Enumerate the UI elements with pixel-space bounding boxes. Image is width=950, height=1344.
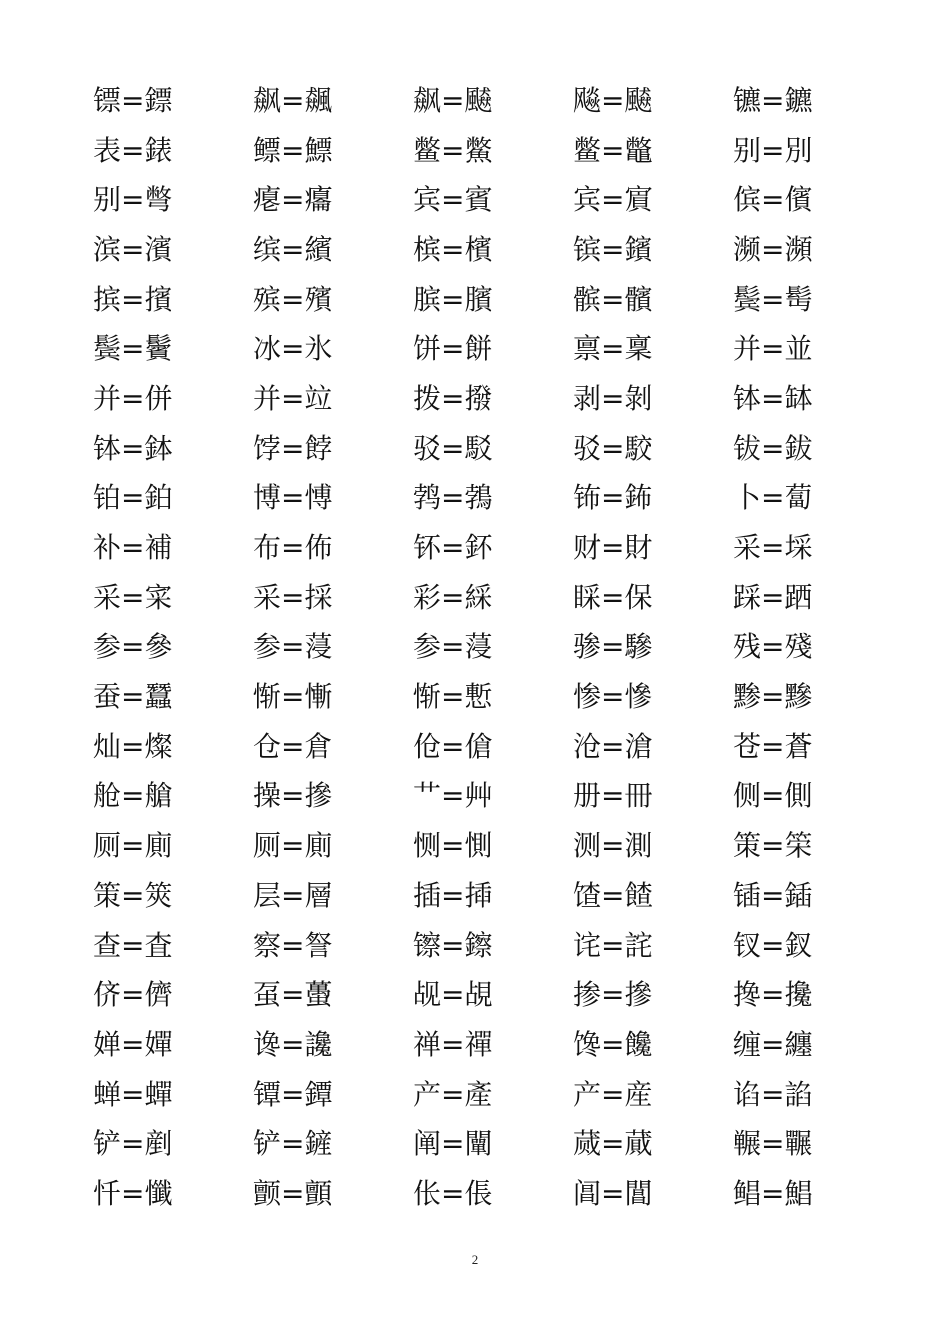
- character-pair: 采=寀: [93, 580, 173, 614]
- character-pair: 并=竝: [253, 381, 333, 415]
- character-pair: 锸=鍤: [733, 878, 813, 912]
- character-pair: 缤=繽: [253, 232, 333, 266]
- character-pair: 蒇=蕆: [573, 1127, 653, 1161]
- table-row: [93, 623, 893, 673]
- character-pair: 滨=濱: [93, 232, 173, 266]
- character-pair: 飙=飆: [253, 83, 333, 117]
- character-pair: 布=佈: [253, 531, 333, 565]
- character-table: [93, 76, 893, 1219]
- character-pair: 濒=瀕: [733, 232, 813, 266]
- character-pair: 恻=惻: [413, 829, 493, 863]
- character-pair: 产=產: [413, 1077, 493, 1111]
- character-pair: 补=補: [93, 531, 173, 565]
- character-pair: 槟=檳: [413, 232, 493, 266]
- character-pair: 鹁=鵓: [413, 481, 493, 515]
- character-pair: 参=蓡: [253, 630, 333, 664]
- character-pair: 钗=釵: [733, 928, 813, 962]
- table-row: [93, 324, 893, 374]
- character-pair: 铂=鉑: [93, 481, 173, 515]
- character-pair: 阐=闡: [413, 1127, 493, 1161]
- character-pair: 谄=諂: [733, 1077, 813, 1111]
- table-row: [93, 523, 893, 573]
- character-pair: 彩=綵: [413, 580, 493, 614]
- character-pair: 惭=慚: [253, 680, 333, 714]
- character-pair: 馋=饞: [573, 1027, 653, 1061]
- character-pair: 钹=鈸: [733, 431, 813, 465]
- character-pair: 颤=顫: [253, 1176, 333, 1210]
- character-pair: 饽=餑: [253, 431, 333, 465]
- character-pair: 飙=飇: [413, 83, 493, 117]
- character-pair: 博=愽: [253, 481, 333, 515]
- character-pair: 钵=缽: [733, 381, 813, 415]
- character-pair: 表=錶: [93, 133, 173, 167]
- table-row: [93, 225, 893, 275]
- character-pair: 艹=艸: [413, 779, 493, 813]
- character-pair: 踩=跴: [733, 580, 813, 614]
- character-pair: 禀=稟: [573, 332, 653, 366]
- character-pair: 别=彆: [93, 183, 173, 217]
- character-pair: 参=蓡: [413, 630, 493, 664]
- character-pair: 厕=廁: [253, 829, 333, 863]
- table-row: [93, 1020, 893, 1070]
- character-pair: 财=財: [573, 531, 653, 565]
- character-pair: 并=併: [93, 381, 173, 415]
- table-row: [93, 175, 893, 225]
- character-pair: 插=揷: [413, 878, 493, 912]
- character-pair: 钵=鉢: [93, 431, 173, 465]
- character-pair: 钚=鈈: [413, 531, 493, 565]
- table-row: [93, 921, 893, 971]
- character-pair: 产=産: [573, 1077, 653, 1111]
- character-pair: 并=並: [733, 332, 813, 366]
- character-pair: 察=詧: [253, 928, 333, 962]
- character-pair: 禅=禪: [413, 1027, 493, 1061]
- character-pair: 黪=黲: [733, 680, 813, 714]
- character-pair: 查=査: [93, 928, 173, 962]
- character-pair: 傧=儐: [733, 183, 813, 217]
- character-pair: 镳=鑣: [733, 83, 813, 117]
- character-pair: 鳖=鱉: [413, 133, 493, 167]
- character-pair: 惭=慙: [413, 680, 493, 714]
- character-pair: 鲳=鯧: [733, 1176, 813, 1210]
- character-pair: 膑=臏: [413, 282, 493, 316]
- character-pair: 觇=覘: [413, 978, 493, 1012]
- character-pair: 镔=鑌: [573, 232, 653, 266]
- character-pair: 摈=擯: [93, 282, 173, 316]
- character-pair: 阊=閶: [573, 1176, 653, 1210]
- character-pair: 搀=攙: [733, 978, 813, 1012]
- table-row: [93, 1169, 893, 1219]
- character-pair: 伥=倀: [413, 1176, 493, 1210]
- character-pair: 缠=纏: [733, 1027, 813, 1061]
- character-pair: 舱=艙: [93, 779, 173, 813]
- character-pair: 采=埰: [733, 531, 813, 565]
- table-row: [93, 76, 893, 126]
- character-pair: 殡=殯: [253, 282, 333, 316]
- character-pair: 仓=倉: [253, 729, 333, 763]
- character-pair: 残=殘: [733, 630, 813, 664]
- character-pair: 惨=慘: [573, 680, 653, 714]
- character-pair: 鳔=鰾: [253, 133, 333, 167]
- character-pair: 策=筴: [93, 878, 173, 912]
- character-pair: 苍=蒼: [733, 729, 813, 763]
- character-pair: 侧=側: [733, 779, 813, 813]
- character-pair: 冁=囅: [733, 1127, 813, 1161]
- character-pair: 饼=餅: [413, 332, 493, 366]
- character-pair: 别=別: [733, 133, 813, 167]
- character-pair: 婵=嬋: [93, 1027, 173, 1061]
- page-number: 2: [471, 1252, 479, 1267]
- character-pair: 测=測: [573, 829, 653, 863]
- character-pair: 瘪=癟: [253, 183, 333, 217]
- table-row: [93, 722, 893, 772]
- table-row: [93, 573, 893, 623]
- character-pair: 馇=餷: [573, 878, 653, 912]
- character-pair: 忏=懺: [93, 1176, 173, 1210]
- character-pair: 飚=飇: [573, 83, 653, 117]
- character-pair: 卜=蔔: [733, 481, 813, 515]
- table-row: [93, 1070, 893, 1120]
- character-pair: 诧=詫: [573, 928, 653, 962]
- table-row: [93, 672, 893, 722]
- character-pair: 铲=剷: [93, 1127, 173, 1161]
- character-pair: 采=採: [253, 580, 333, 614]
- character-pair: 镡=鐔: [253, 1077, 333, 1111]
- character-pair: 操=摻: [253, 779, 333, 813]
- table-row: [93, 871, 893, 921]
- character-pair: 拨=撥: [413, 381, 493, 415]
- table-row: [93, 772, 893, 822]
- table-row: [93, 424, 893, 474]
- character-pair: 冰=氷: [253, 332, 333, 366]
- character-pair: 伧=傖: [413, 729, 493, 763]
- character-pair: 蝉=蟬: [93, 1077, 173, 1111]
- character-pair: 睬=保: [573, 580, 653, 614]
- character-pair: 鳖=鼈: [573, 133, 653, 167]
- character-pair: 蚕=蠶: [93, 680, 173, 714]
- table-row: [93, 374, 893, 424]
- table-row: [93, 474, 893, 524]
- character-pair: 钸=鈽: [573, 481, 653, 515]
- character-pair: 参=參: [93, 630, 173, 664]
- character-pair: 驳=駁: [413, 431, 493, 465]
- character-pair: 灿=燦: [93, 729, 173, 763]
- character-pair: 掺=摻: [573, 978, 653, 1012]
- character-pair: 层=層: [253, 878, 333, 912]
- character-pair: 镲=鑔: [413, 928, 493, 962]
- character-pair: 宾=賔: [573, 183, 653, 217]
- character-pair: 骖=驂: [573, 630, 653, 664]
- character-pair: 铲=鏟: [253, 1127, 333, 1161]
- character-pair: 髌=髕: [573, 282, 653, 316]
- character-pair: 侪=儕: [93, 978, 173, 1012]
- character-pair: 宾=賓: [413, 183, 493, 217]
- character-pair: 虿=蠆: [253, 978, 333, 1012]
- character-pair: 策=筞: [733, 829, 813, 863]
- table-row: [93, 126, 893, 176]
- table-row: [93, 1119, 893, 1169]
- table-row: [93, 970, 893, 1020]
- character-pair: 镖=鏢: [93, 83, 173, 117]
- character-pair: 鬓=髩: [733, 282, 813, 316]
- character-pair: 谗=讒: [253, 1027, 333, 1061]
- character-pair: 厕=廁: [93, 829, 173, 863]
- character-pair: 册=冊: [573, 779, 653, 813]
- character-pair: 驳=駮: [573, 431, 653, 465]
- character-pair: 鬓=鬢: [93, 332, 173, 366]
- character-pair: 剥=剝: [573, 381, 653, 415]
- table-row: [93, 821, 893, 871]
- character-pair: 沧=滄: [573, 729, 653, 763]
- table-row: [93, 275, 893, 325]
